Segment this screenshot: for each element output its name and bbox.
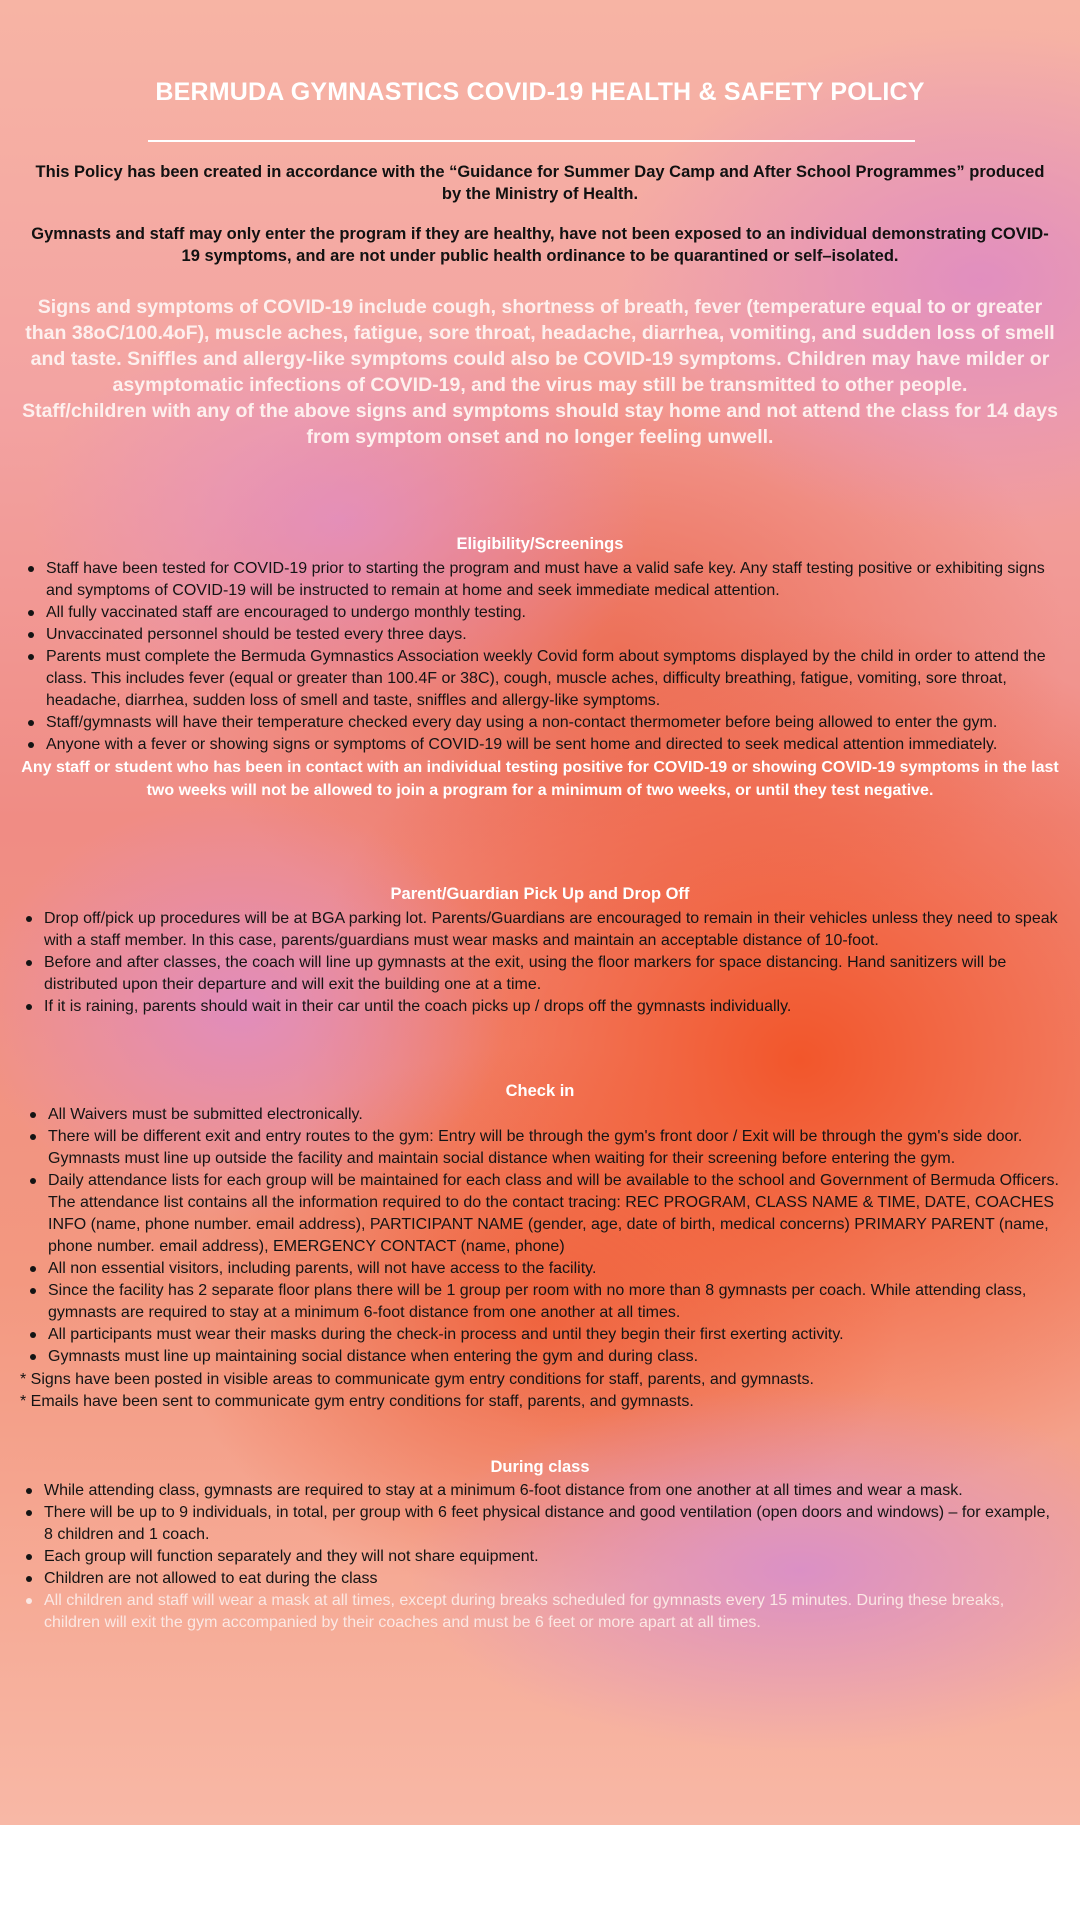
symptoms-notice [16,294,1064,450]
list-item: Daily attendance lists for each group will be maintained for each class and will be available to the school and Government of Bermuda Officers. The attendance list contains all the information required to do the contact tracing: REC PROGRAM, CLASS NAME & TIME, DATE, COACHES INFO (name, phone number. email address), PARTICIPANT NAME (gender, age, date of birth, medical concerns) PRIMARY PARENT (name, phone number. email address), EMERGENCY CONTACT (name, phone) [28,1170,1060,1258]
section-heading-eligibility: Eligibility/Screenings [456,535,624,553]
list-item: Before and after classes, the coach will line up gymnasts at the exit, using the floor markers for space distancing. Hand sanitizers will be distributed upon their departure and will exit the building one at a time. [24,952,1060,996]
list-item: Staff/gymnasts will have their temperature checked every day using a non-contact thermometer before being allowed to enter the gym. [26,712,1060,734]
pickup-list [24,908,1060,1018]
checkin-list [28,1104,1060,1368]
list-item: Anyone with a fever or showing signs or symptoms of COVID-19 will be sent home and directed to seek medical attention immediately. [26,734,1060,756]
emails-note: * Emails have been sent to communicate gym entry conditions for staff, parents, and gymnasts. [20,1393,694,1410]
list-item: There will be up to 9 individuals, in total, per group with 6 feet physical distance and good ventilation (open doors and windows) – for example, 8 children and 1 coach. [24,1502,1060,1546]
page-title: BERMUDA GYMNASTICS COVID-19 HEALTH & SAFETY POLICY [155,78,925,106]
list-item: Drop off/pick up procedures will be at BGA parking lot. Parents/Guardians are encouraged to remain in their vehicles unless they need to speak with a staff member. In this case, parents/guardians must wear masks and maintain an acceptable distance of 10-foot. [24,908,1060,952]
list-item: All Waivers must be submitted electronically. [28,1104,1060,1126]
list-item: Staff have been tested for COVID-19 prior to starting the program and must have a valid safe key. Any staff testing positive or exhibiting signs and symptoms of COVID-19 will be instructed to remain at home and seek immediate medical attention. [26,558,1060,602]
list-item: While attending class, gymnasts are required to stay at a minimum 6-foot distance from one another at all times and wear a mask. [24,1480,1060,1502]
list-item: Parents must complete the Bermuda Gymnastics Association weekly Covid form about symptoms displayed by the child in order to attend the class. This includes fever (equal or greater than 100.4F or 38C), cough, muscle aches, difficulty breathing, fatigue, vomiting, sore throat, headache, diarrhea, sudden loss of smell and taste, sniffles and allergy-like symptoms. [26,646,1060,712]
list-item: Gymnasts must line up maintaining social distance when entering the gym and during class. [28,1346,1060,1368]
signs-note: * Signs have been posted in visible areas to communicate gym entry conditions for staff, parents, and gymnasts. [20,1371,814,1388]
list-item: Each group will function separately and they will not share equipment. [24,1546,1060,1568]
list-item: Children are not allowed to eat during the class [24,1568,1060,1590]
eligibility-list [26,558,1060,756]
intro-guidance: This Policy has been created in accordance with the “Guidance for Summer Day Camp and After School Programmes” produced by the Ministry of Health. [35,163,1045,203]
list-item: There will be different exit and entry routes to the gym: Entry will be through the gym's front door / Exit will be through the gym's side door. Gymnasts must line up outside the facility and maintain social distance when waiting for their screening before entering the gym. [28,1126,1060,1170]
list-item: All participants must wear their masks during the check-in process and until they begin their first exerting activity. [28,1324,1060,1346]
symptoms-description: Signs and symptoms of COVID-19 include cough, shortness of breath, fever (temperature equal to or greater than 38oC/100.4oF), muscle aches, fatigue, sore throat, headache, diarrhea, vomiting, and sudden loss of smell and taste. Sniffles and allergy-like symptoms could also be COVID-19 symptoms. Children may have milder or asymptomatic infections of COVID-19, and the virus may still be transmitted to other people. [25,296,1055,396]
stay-home-notice: Staff/children with any of the above signs and symptoms should stay home and not attend the class for 14 days from symptom onset and no longer feeling unwell. [22,400,1058,448]
list-item: All fully vaccinated staff are encouraged to undergo monthly testing. [26,602,1060,624]
list-item: All children and staff will wear a mask at all times, except during breaks scheduled for gymnasts every 15 minutes. During these breaks, children will exit the gym accompanied by their coaches and must be 6 feet or more apart at all times. [24,1590,1060,1634]
during-class-list [24,1480,1060,1634]
section-heading-during-class: During class [490,1458,590,1476]
list-item: If it is raining, parents should wait in their car until the coach picks up / drops off the gymnasts individually. [24,996,1060,1018]
contact-exclusion-notice: Any staff or student who has been in contact with an individual testing positive for COVID-19 or showing COVID-19 symptoms in the last two weeks will not be allowed to join a program for a minimum of two weeks, or until they test negative. [21,759,1059,799]
section-heading-checkin: Check in [505,1082,575,1100]
list-item: Since the facility has 2 separate floor plans there will be 1 group per room with no more than 8 gymnasts per coach. While attending class, gymnasts are required to stay at a minimum 6-foot distance from one another at all times. [28,1280,1060,1324]
intro-entry-conditions: Gymnasts and staff may only enter the program if they are healthy, have not been exposed to an individual demonstrating COVID-19 symptoms, and are not under public health ordinance to be quarantined or self–isolated. [31,225,1049,265]
title-divider [148,140,915,142]
list-item: All non essential visitors, including parents, will not have access to the facility. [28,1258,1060,1280]
list-item: Unvaccinated personnel should be tested every three days. [26,624,1060,646]
section-heading-pickup: Parent/Guardian Pick Up and Drop Off [390,885,690,903]
